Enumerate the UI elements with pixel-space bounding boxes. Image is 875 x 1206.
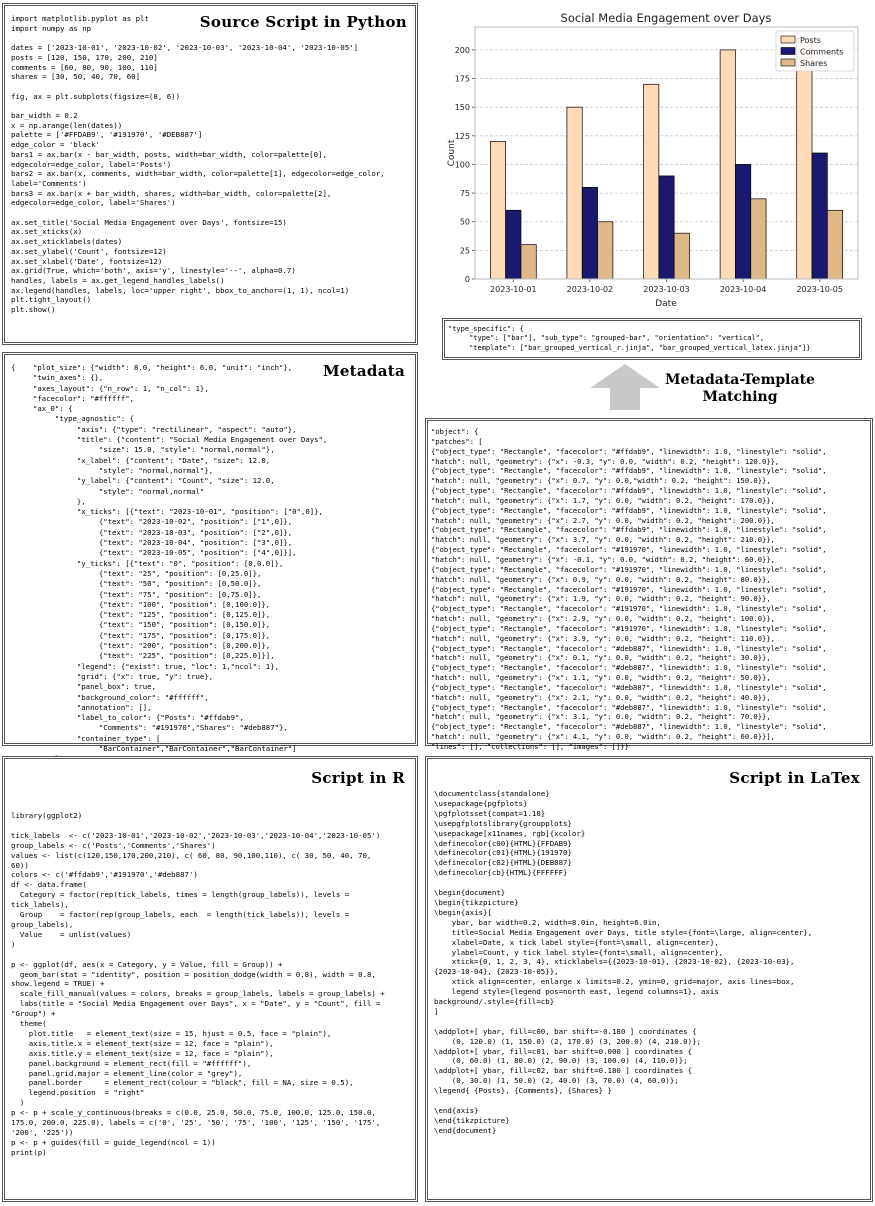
x-ticks	[490, 279, 843, 294]
y-tick-label-0: 0	[464, 275, 470, 284]
object-panel	[425, 418, 873, 751]
metadata-template-matching-label: Metadata-Template Matching	[665, 372, 815, 405]
chart-area	[425, 3, 873, 311]
y-tick-label-5: 125	[454, 131, 470, 141]
bar-comments-0	[506, 210, 521, 279]
legend-label-shares: Shares	[800, 59, 828, 68]
bar-shares-4	[827, 210, 842, 279]
y-ticks	[455, 46, 475, 284]
r-panel-title: Script in R	[311, 769, 405, 787]
legend-swatch-shares	[781, 59, 795, 66]
type-specific-code: "type_specific": { "type": ["bar"], "sub_type": "grouped-bar", "orientation": "vertical", "template": ["bar_grouped_vertical_r.jinja", "bar_grouped_vertical_latex.jinja"]}	[448, 325, 811, 352]
bar-comments-2	[659, 176, 674, 279]
y-tick-label-4: 100	[454, 160, 470, 170]
latex-panel-title: Script in LaTex	[729, 769, 860, 787]
legend-swatch-posts	[781, 36, 795, 43]
object-code: "object": { "patches": [ {"object_type": "Rectangle", "facecolor": "#ffdab9", "linewidth": 1.0, "linestyle": "solid", "hatch": null, "geometry": {"x": -0.3, "y": 0.0, "width": 0.2, "height": 120.0}}, {"object_type": "Rectangle", "facecolor": "#ffdab9", "linewidth": 1.0, "linestyle": "solid", "hatch": null, "geometry": {"x": 0.7, "y": 0.0,"width": 0.2, "height": 150.0}}, {"object_type": "Rectangle", "facecolor": "#ffdab9", "linewidth": 1.0, "linestyle": "solid", "hatch": null, "geometry": {"x": 1.7, "y": 0.0, "width": 0.2, "height": 170.0}}, {"object_type": "Rectangle", "facecolor": "#ffdab9", "linewidth": 1.0, "linestyle": "solid", "hatch": null, "geometry": {"x": 2.7, "y": 0.0, "width": 0.2, "height": 200.0}}, {"object_type": "Rectangle", "facecolor": "#ffdab9", "linewidth": 1.0, "linestyle": "solid", "hatch": null, "geometry": {"x": 3.7, "y": 0.0, "width": 0.2, "height": 210.0}}, {"object_type": "Rectangle", "facecolor": "#191970", "linewidth": 1.0, "linestyle": "solid", "hatch": null, "geometry": {"x": -0.1, "y": 0.0, "width": 0.2, "height": 60.0}}, {"object_type": "Rectangle", "facecolor": "#191970", "linewidth": 1.0, "linestyle": "solid", "hatch": null, "geometry": {"x": 0.9, "y": 0.0, "width": 0.2, "height": 80.0}}, {"object_type": "Rectangle", "facecolor": "#191970", "linewidth": 1.0, "linestyle": "solid", "hatch": null, "geometry": {"x": 1.9, "y": 0.0, "width": 0.2, "height": 90.0}}, {"object_type": "Rectangle", "facecolor": "#191970", "linewidth": 1.0, "linestyle": "solid", "hatch": null, "geometry": {"x": 2.9, "y": 0.0, "width": 0.2, "height": 100.0}}, {"object_type": "Rectangle", "facecolor": "#191970", "linewidth": 1.0, "linestyle": "solid", "hatch": null, "geometry": {"x": 3.9, "y": 0.0, "width": 0.2, "height": 110.0}}, {"object_type": "Rectangle", "facecolor": "#deb887", "linewidth": 1.0, "linestyle": "solid", "hatch": null, "geometry": {"x": 0.1, "y": 0.0, "width": 0.2, "height": 30.0}}, {"object_type": "Rectangle", "facecolor": "#deb887", "linewidth": 1.0, "linestyle": "solid", "hatch": null, "geometry": {"x": 1.1, "y": 0.0, "width": 0.2, "height": 50.0}}, {"object_type": "Rectangle", "facecolor": "#deb887", "linewidth": 1.0, "linestyle": "solid", "hatch": null, "geometry": {"x": 2.1, "y": 0.0, "width": 0.2, "height": 40.0}}, {"object_type": "Rectangle", "facecolor": "#deb887", "linewidth": 1.0, "linestyle": "solid", "hatch": null, "geometry": {"x": 3.1, "y": 0.0, "width": 0.2, "height": 70.0}}, {"object_type": "Rectangle", "facecolor": "#deb887", "linewidth": 1.0, "linestyle": "solid", "hatch": null, "geometry": {"x": 4.1, "y": 0.0, "width": 0.2, "height": 60.0}}], "lines": [], "collections": [], "images": []}}	[431, 427, 827, 751]
y-tick-label-8: 200	[454, 45, 470, 55]
bar-shares-3	[751, 199, 766, 279]
chart-title: Social Media Engagement over Days	[560, 11, 772, 25]
bar-comments-4	[812, 153, 827, 279]
type-specific-box	[442, 318, 862, 360]
metadata-panel-title: Metadata	[322, 362, 405, 380]
python-panel-title: Source Script in Python	[199, 13, 407, 31]
y-tick-label-2: 50	[459, 217, 470, 227]
legend	[776, 31, 854, 71]
bar-shares-0	[521, 245, 536, 279]
legend-label-comments: Comments	[800, 47, 844, 57]
bar-posts-2	[644, 84, 659, 279]
y-tick-label-3: 75	[459, 189, 470, 199]
y-tick-label-7: 175	[454, 74, 470, 84]
x-tick-label-4: 2023-10-05	[796, 285, 843, 294]
bar-comments-1	[582, 187, 597, 279]
bars	[490, 38, 842, 279]
bar-posts-1	[567, 107, 582, 279]
x-tick-label-1: 2023-10-02	[566, 285, 614, 294]
bar-posts-3	[720, 50, 735, 279]
x-axis-label: Date	[655, 299, 677, 309]
legend-label-posts: Posts	[800, 36, 821, 45]
python-code: import matplotlib.pyplot as plt import numpy as np dates = ['2023-10-01', '2023-10-02', '2023-10-03', '2023-10-04', '2023-10-05'] posts = [120, 150, 170, 200, 210] comments = [60, 80, 90, 100, 110] shares = [30, 50, 40, 70, 60] fig, ax = plt.subplots(figsize=(8, 6)) bar_width = 0.2 x = np.arange(len(dates)) palette = ['#FFDAB9', '#191970', '#DEB887'] edge_color = 'black' bars1 = ax.bar(x - bar_width, posts, width=bar_width, color=palette[0], edgecolor=edge_color, label='Posts') bars2 = ax.bar(x, comments, width=bar_width, color=palette[1], edgecolor=edge_color, label='Comments') bars3 = ax.bar(x + bar_width, shares, width=bar_width, color=palette[2], edgecolor=edge_color, label='Shares') ax.set_title('Social Media Engagement over Days', fontsize=15) ax.set_xticks(x) ax.set_xticklabels(dates) ax.set_ylabel('Count', fontsize=12) ax.set_xlabel('Date', fontsize=12) ax.grid(True, which='both', axis='y', linestyle='--', alpha=0.7) handles, labels = ax.get_legend_handles_labels() ax.legend(handles, labels, loc='upper right', bbox_to_anchor=(1, 1), ncol=1) plt.tight_layout() plt.show()	[11, 14, 385, 315]
python-script-panel	[2, 3, 418, 345]
latex-code: \documentclass{standalone} \usepackage{pgfplots} \pgfplotsset{compat=1.18} \usepgfplotslibrary{groupplots} \usepackage[x11names, rgb]{xcolor} \definecolor{c00}{HTML}{FFDAB9} \definecolor{c01}{HTML}{191970} \definecolor{c02}{HTML}{DEB887} \definecolor{cb}{HTML}{FFFFFF} \begin{document} \begin{tikzpicture} \begin{axis}[ ybar, bar width=0.2, width=8.0in, height=6.0in, title=Social Media Engagement over Days, title style={font=\large, align=center}, xlabel=Date, x tick label style={font=\small, align=center}, ylabel=Count, y tick label style={font=\small, align=center}, xtick={0, 1, 2, 3, 4}, xticklabels={{2023-10-01}, {2023-10-02}, {2023-10-03}, {2023-10-04}, {2023-10-05}}, xtick align=center, enlarge x limits=0.2, ymin=0, grid=major, axis lines=box, legend style={legend pos=north east, legend columns=1}, axis background/.style={fill=cb} ] \addplot+[ ybar, fill=c00, bar shift=-0.180 ] coordinates { (0, 120.0) (1, 150.0) (2, 170.0) (3, 200.0) (4, 210.0)}; \addplot+[ ybar, fill=c01, bar shift=0.000 ] coordinates { (0, 60.0) (1, 80.0) (2, 90.0) (3, 100.0) (4, 110.0)}; \addplot+[ ybar, fill=c02, bar shift=0.180 ] coordinates { (0, 30.0) (1, 50.0) (2, 40.0) (3, 70.0) (4, 60.0)}; \legend{ {Posts}, {Comments}, {Shares} } \end{axis} \end{tikzpicture} \end{document}	[434, 789, 813, 1135]
bar-shares-2	[674, 233, 689, 279]
latex-panel	[425, 756, 873, 1202]
metadata-code: { "plot_size": {"width": 8.0, "height": 6.0, "unit": "inch"}, "twin_axes": {}, "axes_layout": {"n_row": 1, "n_col": 1}, "facecolor": "#ffffff", "ax_0": { "type_agnostic": { "axis": {"type": "rectilinear", "aspect": "auto"}, "title": {"content": "Social Media Engagement over Days", "size": 15.0, "style": "normal,normal"}, "x_label": {"content": "Date", "size": 12.0, "style": "normal,normal"}, "y_label": {"content": "Count", "size": 12.0, "style": "normal,normal" }, "x_ticks": [{"text": "2023-10-01", "position": ["0",0]}, {"text": "2023-10-02", "position": ["1",0]}, {"text": "2023-10-03", "position": ["2",0]}, {"text": "2023-10-04", "position": ["3",0]}, {"text": "2023-10-05", "position": ["4",0]}], "y_ticks": [{"text": "0", "position": [0,0.0]}, {"text": "25", "position": [0,25.0]}, {"text": "50", "position": [0,50.0]}, {"text": "75", "position": [0,75.0]}, {"text": "100", "position": [0,100.0]}, {"text": "125", "position": [0,125.0]}, {"text": "150", "position": [0,150.0]}, {"text": "175", "position": [0,175.0]}, {"text": "200", "position": [0,200.0]}, {"text": "225", "position": [0,225.0]}], "legend": {"exist": true, "loc": 1,"ncol": 1}, "grid": {"x": true, "y": true}, "panel_box": true, "background_color": "#ffffff", "annotation": [], "label_to_color": {"Posts": "#ffdab9", "Comments": "#191970","Shares": "#deb887"}, "container_type": [ "BarContainer","BarContainer","BarContainer"]	[11, 363, 328, 753]
bar-shares-1	[598, 222, 613, 279]
bar-posts-0	[490, 142, 505, 279]
legend-swatch-comments	[781, 48, 795, 55]
bar-comments-3	[735, 164, 750, 279]
x-tick-label-2: 2023-10-03	[643, 285, 690, 294]
r-script-panel	[2, 756, 418, 1202]
r-code: library(ggplot2) tick_labels <- c('2023-10-01','2023-10-02','2023-10-03','2023-10-04','2023-10-05') group_labels <- c('Posts','Comments','Shares') values <- list(c(120,150,170,200,210), c( 60, 80, 90,100,110), c( 30, 50, 40, 70, 60)) colors <- c('#ffdab9','#191970','#deb887') df <- data.frame( Category = factor(rep(tick_labels, times = length(group_labels)), levels = tick_labels), Group = factor(rep(group_labels, each = length(tick_labels)), levels = group_labels), Value = unlist(values) ) p <- ggplot(df, aes(x = Category, y = Value, fill = Group)) + geom_bar(stat = "identity", position = position_dodge(width = 0.8), width = 0.8, show.legend = TRUE) + scale_fill_manual(values = colors, breaks = group_labels, labels = group_labels) + labs(title = "Social Media Engagement over Days", x = "Date", y = "Count", fill = "Group") + theme( plot.title = element_text(size = 15, hjust = 0.5, face = "plain"), axis.title.x = element_text(size = 12, face = "plain"), axis.title.y = element_text(size = 12, face = "plain"), panel.background = element_rect(fill = "#ffffff"), panel.grid.major = element_line(color = "grey"), panel.border = element_rect(colour = "black", fill = NA, size = 0.5), legend.position = "right" ) p <- p + scale_y_continuous(breaks = c(0.0, 25.0, 50.0, 75.0, 100.0, 125.0, 150.0, 175.0, 200.0, 225.0), labels = c('0', '25', '50', '75', '100', '125', '150', '175', '200', '225')) p <- p + guides(fill = guide_legend(ncol = 1)) print(p)	[11, 811, 385, 1157]
bar-chart	[425, 3, 873, 311]
y-tick-label-1: 25	[459, 246, 470, 256]
up-arrow-icon	[588, 362, 662, 412]
y-axis-label: Count	[447, 139, 457, 167]
bar-posts-4	[797, 38, 812, 279]
y-tick-label-6: 150	[454, 103, 470, 113]
metadata-panel	[2, 352, 418, 753]
x-tick-label-3: 2023-10-04	[719, 285, 767, 294]
x-tick-label-0: 2023-10-01	[490, 285, 537, 294]
